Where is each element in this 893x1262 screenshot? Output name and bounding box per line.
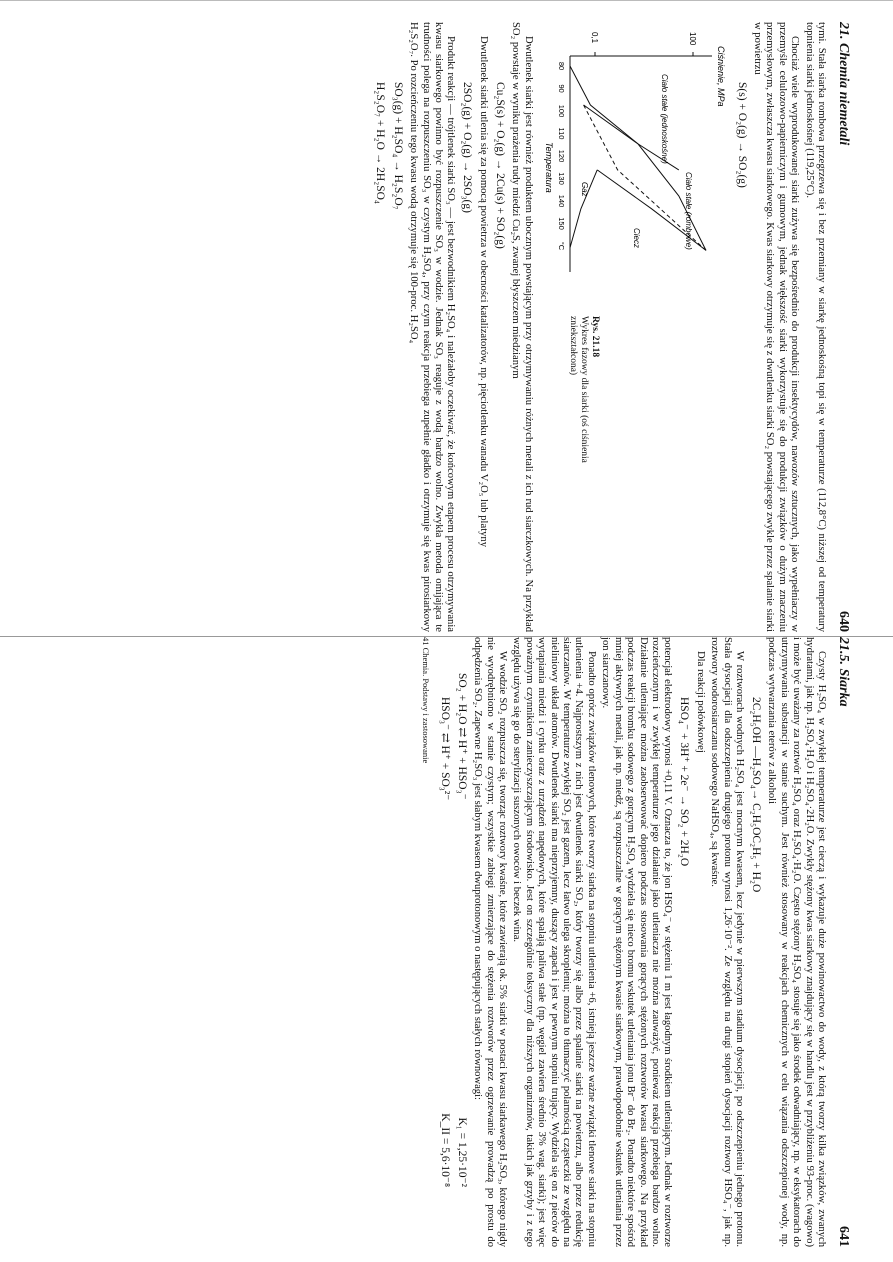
section-title: 21.5. Siarka — [836, 637, 851, 707]
page-640 — [369, 22, 851, 632]
equilibrium-equation: HSO₃⁻ ⇄ H⁺ + SO₃²⁻ — [438, 697, 451, 801]
phase-diagram-chart — [540, 22, 730, 282]
region-label-gas: Gaz — [579, 182, 589, 197]
equation: S(s) + O₂(g) → SO₂(g) — [735, 82, 748, 188]
paragraph: Dwutlenek siarki jest również produktem ubocznym powstającym przy otrzymywaniu różnych metali z ich rud siarczkowych. Na przykład SO₂ powstaje w wyniku prażenia rudy miedzi Cu₂S, zwanej błyszczem miedzianym — [510, 22, 534, 632]
paragraph: potencjał elektrodowy wynosi +0,11 V. Oznacza to, że jon HSO₄⁻ w stężeniu 1 m jest łagodnym środkiem utleniającym. Jednak w roztworze rozcieńczonym i w zwykłej temperaturze jego działanie jako utleniacza nie można zauważyć, ponieważ reakcja przebiega bardzo wolno. Działanie utleniające można zaobserwować dopiero podczas stosowania gorących stężonych roztworów kwasu siarkowego. Na przykład podczas reakcji bromku sodowego z gorącym H₂SO₄ wydziela się nieco bromu wskutek utleniania jonu Br⁻ do Br₂. Ponadto niektóre spośród mniej aktywnych metali, jak np. miedź, są rozpuszczalne w gorącym stężonym kwasie siarkowym, prawdopodobnie wskutek utleniania przez jon siarczanowy. — [600, 637, 674, 1247]
page-641 — [421, 637, 851, 1247]
x-tick-label: 90 — [556, 84, 566, 93]
chapter-title: 21. Chemia niemetali — [836, 22, 851, 146]
page-header — [835, 22, 851, 632]
x-tick-label: 120 — [556, 149, 566, 163]
paragraph: W wodzie SO₂ rozpuszcza się, tworząc roztwory kwaśne, które zawierają ok. 5% siarki w postaci kwasu siarkawego H₂SO₃, którego nigdy nie wyodrębniono w stanie czystym; wszystkie zabiegi zmierzające do stężenia roztworów przez ogrzewanie prowadzą po prostu do odpędzenia SO₂. Zapewne H₂SO₃ jest słabym kwasem dwuprotonowym o następujących stałych równowagi: — [472, 637, 509, 1247]
y-axis-label: Ciśnienie, MPa — [715, 46, 726, 107]
y-tick-label: 100 — [687, 32, 697, 46]
region-label-rhombic: Ciało stałe (rombowe) — [683, 172, 693, 250]
region-label-monoclinic: Ciało stałe (jednoskośne) — [659, 74, 669, 164]
x-tick-label: 150 — [556, 217, 566, 230]
equation: Cu₂S(s) + O₂(g) → 2Cu(s) + SO₂(g) — [493, 82, 506, 249]
x-axis-label: Temperatura — [543, 142, 554, 193]
x-tick-label: 100 — [556, 104, 566, 118]
paragraph: Dla reakcji połówkowej — [694, 651, 706, 753]
phase-diagram-figure — [540, 22, 730, 632]
equation: 2C₂H₅OH —H₂SO₄→ C₂H₅OC₂H₅ + H₂O — [749, 697, 762, 893]
equation: 2SO₂(g) + O₂(g) → 2SO₃(g) — [461, 82, 474, 213]
page-number: 640 — [836, 611, 851, 632]
region-label-liquid: Ciecz — [631, 228, 641, 249]
page-number: 641 — [836, 1226, 851, 1247]
equilibrium-constant: K₁ = 1,25·10⁻² — [455, 1117, 468, 1187]
page-header — [835, 637, 851, 1247]
equation: H₂S₂O₇ + H₂O → 2H₂SO₄ — [373, 82, 386, 204]
paragraph: Czysty H₂SO₄ w zwykłej temperaturze jest cieczą i wykazuje duże powinowactwo do wody, z którą tworzy kilka związków, zwanych hydratami, jak np. H₂SO₄·H₂O i H₂SO₄·2H₂O. Zwykły stężony kwas siarkowy znajdujący się w handlu jest w przybliżeniu 93-proc. (wagowo) i może być uważany za roztwór H₂SO₄ oraz H₂SO₄·H₂O. Często stężony H₂SO₄ stosuje się jako środek odwadniający, np. w eksykatorach do utrzymywania substancji w stanie suchym. Jest również stosowany w reakcjach chemicznych w celu wiązania odszczepionej wody, np. podczas wytwarzania eterów z alkoholi — [766, 637, 827, 1247]
paragraph: W roztworach wodnych H₂SO₄ jest mocnym kwasem, lecz jedynie w pierwszym stadium dysocjacji, po odszczepieniu jednego protonu. Stała dysocjacji dla odszczepienia drugiego protonu wynosi 1,26·10⁻². Ze względu na drugi stopień dysocjacji roztwory HSO₄⁻, jak np. roztwory wodorosiarczanu sodowego NaHSO₄, są kwaśne. — [709, 637, 745, 1247]
equation: HSO₄⁻ + 3H⁺ + 2e⁻ → SO₂ + 2H₂O — [678, 697, 691, 867]
footnote: 41 Chemia. Podstawy i zastosowanie — [420, 637, 431, 764]
paragraph: tymi. Stała siarka rombowa przegrzewa się i bez przemiany w siarkę jednoskośną topi się w temperaturze (112,8°C) niższej od temperatury topnienia siarki jednoskośnej (119,25°C). — [803, 22, 827, 632]
equilibrium-row — [437, 673, 452, 1247]
caption-text: Wykres fazowy dla siarki (oś ciśnienia zniekształcona) — [567, 316, 589, 463]
equilibrium-row — [454, 673, 469, 1247]
caption-label: Rys. 21.18 — [589, 316, 600, 358]
x-tick-label: 140 — [556, 194, 566, 208]
x-tick-label: 80 — [556, 61, 566, 71]
figure-caption — [567, 316, 600, 466]
x-tick-label: 130 — [556, 172, 566, 185]
x-tick-label: 110 — [556, 127, 566, 140]
x-ticks — [557, 62, 566, 251]
equation: SO₃(g) + H₂SO₄ → H₂S₂O₇ — [391, 82, 404, 210]
paragraph: Produkt reakcji — trójtlenek siarki SO₃ — jest bezwodnikiem H₂SO₄ i należałoby oczekiwać, że końcowym etapem procesu otrzymywania kwasu siarkowego powinno być rozpuszczenie SO₃ w wodzie. Jednak SO₃ reaguje z wodą bardzo wolno. Zwykła metoda omijająca te trudności polega na rozpuszczeniu SO₃ w czystym H₂SO₄, przy czym reakcja przebiega zupełnie gładko i otrzymuje się kwas pirosiarkowy H₂S₂O₇. Po rozcieńczeniu tego kwasu wodą otrzymuje się 100-proc. H₂SO₄ — [408, 22, 457, 632]
paragraph: Ponadto oprócz związków tlenowych, które tworzy siarka na stopniu utlenienia +6, istnieją jeszcze ważne związki tlenowe siarki na stopniu utlenienia +4. Najprostszym z nich jest dwutlenek siarki SO₂, który tworzy się albo przez spalanie siarki na powietrzu, albo przez redukcję siarczanów. W temperaturze zwykłej SO₂ jest gazem, lecz łatwo ulega skropleniu; można to tłumaczyć polarnością cząsteczki ze względu na nieliniowy układ atomów. Dwutlenek siarki ma nieprzyjemny, duszący zapach i jest w pewnym stopniu trujący. Wydziela się on z pieców do wytapiania miedzi i cynku oraz z urządzeń napędowych, które spalają paliwa stałe (np. węgiel zawiera średnio 3% wag. siarki); jest więc poważnym czynnikiem zanieczyszczającym środowisko. Jest on szczególnie toksyczny dla niższych organizmów, takich jak grzyby i z tego względu używa się go do sterylizacji suszonych owoców i beczek wina. — [511, 637, 597, 1247]
equilibrium-constant: K_II = 5,6·10⁻⁸ — [438, 1113, 451, 1187]
scan-edge-line — [0, 0, 893, 1]
x-tick-label: °C — [556, 241, 566, 251]
y-tick-label: 0,1 — [589, 32, 599, 44]
paragraph: Dwutlenek siarki utlenia się za pomocą powietrza w obecności katalizatorów, np. pięciotlenku wanadu V₂O₅ lub platyny — [477, 36, 489, 548]
equilibrium-equation: SO₂ + H₂O ⇄ H⁺ + HSO₃⁻ — [455, 673, 468, 800]
paragraph: Chociaż wiele wyprodukowanej siarki zużywa się bezpośrednio do produkcji insektycydów, nawozów sztucznych, jako wypełniaczy w przemyśle celulozowo-papierniczym i gumowym, jednak większość siarki wykorzystuje się do produkcji związków o dużym znaczeniu przemysłowym, zwłaszcza kwasu siarkowego. Kwas siarkowy otrzymuje się z dwutlenku siarki SO₂ powstającego zwykle przez spalanie siarki w powietrzu — [751, 22, 801, 632]
